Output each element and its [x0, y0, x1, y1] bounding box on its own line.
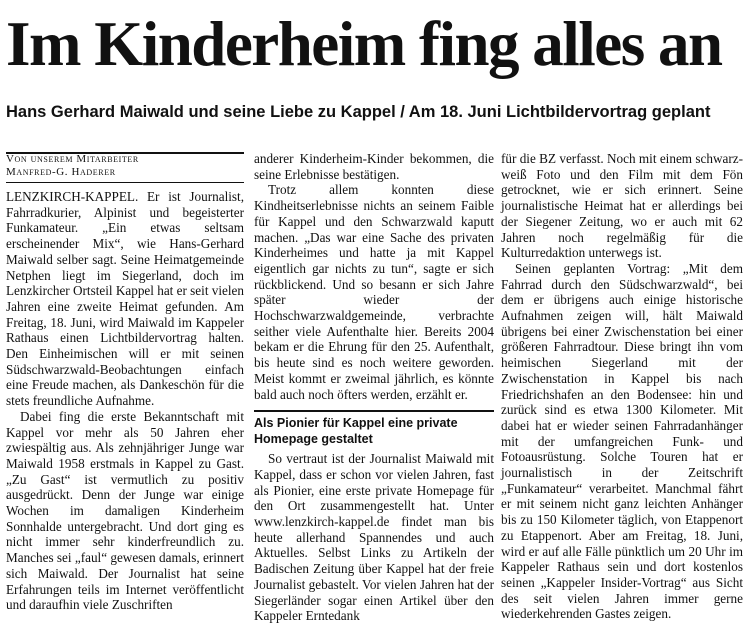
column-2: [254, 151, 494, 624]
section-subheading: Als Pionier für Kappel eine private Homepage gestaltet: [254, 410, 494, 447]
paragraph: Seinen geplanten Vortrag: „Mit dem Fahrrad durch den Südschwarzwald“, bei dem er übrigens auch einige historische Aufnahmen zeigen will, hält Maiwald übrigens bei einer Zwischenstation bei einer größeren Fahrradtour. Diese bringt ihn vom heimischen Siegerland mit der Zwischenstation in Kappel bis nach Friedrichshafen an den Bodensee: hin und zurück sind es etwa 1300 Kilometer. Mit dabei hat er wieder seinen Fahrradanhänger mit der umfangreichen Funk- und Fotoausrüstung. Solche Touren hat er journalistisch in der Zeitschrift „Funkamateur“ verarbeitet. Manchmal fährt er mit seinem nicht ganz leichten Anhänger bis zu 150 Kilometer täglich, von Etappenort zu Etappenort. Aber am Freitag, 18. Juni, wird er auf alle Fälle pünktlich um 20 Uhr im Kappeler Rathaus sein und dort kostenlos seinen „Kappeler Insider-Vortrag“ aus Sicht des seit vielen Jahren immer gerne wiederkehrenden Gastes zeigen.: [501, 260, 743, 622]
paragraph: für die BZ verfasst. Noch mit einem schwarz-weiß Foto und den Film mit dem Fön getrocknet, wie er sich erinnert. Seine journalistische Heimat hat er allerdings bei der Siegener Zeitung, wo er auch mit 62 Jahren noch regelmäßig für die Kulturredaktion unterwegs ist.: [501, 151, 743, 261]
paragraph: anderer Kinderheim-Kinder bekommen, die seine Erlebnisse bestätigen.: [254, 151, 494, 182]
paragraph: LENZKIRCH-KAPPEL. Er ist Journalist, Fahrradkurier, Alpinist und begeisterter Funkamateur. „Ein etwas seltsam erscheinender Mix“, wie Hans-Gerhard Maiwald selber sagt. Seine Heimatgemeinde Netphen liegt im Siegerland, doch im Lenzkircher Ortsteil Kappel hat er seit vielen Jahren eine zweite Heimat gefunden. Am Freitag, 18. Juni, wird Maiwald im Kappeler Rathaus einen Lichtbildervortrag halten. Den Einheimischen will er mit seinen Südschwarzwald-Beobachtungen einfach eine Freude machen, als Dankeschön für die stets freundliche Aufnahme.: [6, 189, 245, 409]
headline: Im Kinderheim fing alles an: [6, 9, 722, 79]
byline: [6, 153, 244, 183]
subheadline: Hans Gerhard Maiwald und seine Liebe zu Kappel / Am 18. Juni Lichtbildervortrag geplant: [6, 103, 711, 121]
column-3: [501, 151, 743, 622]
paragraph: Dabei fing die erste Bekanntschaft mit Kappel vor mehr als 50 Jahren eher zwiespältig aus. Als zehnjähriger Junge war Maiwald 1958 erstmals in Kappel zu Gast. „Zu Gast“ ist vermutlich zu positiv ausgedrückt. Denn der Junge war einige Wochen im damaligen Kinderheim Sonnhalde untergebracht. Und dort ging es nicht immer sehr kinderfreundlich zu. Manches sei „faul“ gewesen damals, erinnert sich Maiwald. Der Journalist hat seine Erfahrungen teils im Internet veröffentlicht und daraufhin viele Zuschriften: [6, 408, 245, 613]
column-1: [6, 153, 244, 613]
paragraph: Trotz allem konnten diese Kindheitserlebnisse nichts an seinem Faible für Kappel und den Schwarzwald kaputt machen. „Das war eine Sache des privaten Kinderheimes und hatte ja mit Kappel eigentlich gar nichts zu tun“, sagte er sich rückblickend. Und so besann er sich Jahre später wieder der Hochschwarzwaldgemeinde, verbrachte seither viele Aufenthalte hier. Bereits 2004 bekam er die Ehrung für den 25. Aufenthalt, bis heute sind es noch weitere geworden. Meist kommt er zweimal jährlich, es könnte bald auch noch öfters werden, erzählt er.: [254, 182, 494, 402]
paragraph: So vertraut ist der Journalist Maiwald mit Kappel, dass er schon vor vielen Jahren, fast als Pionier, eine erste private Homepage für den Ort zusammengestellt hat. Unter www.lenzkirch-kappel.de findet man bis heute allerhand Spannendes und auch Aktuelles. Selbst Links zu Artikeln der Badischen Zeitung über Kappel hat der freie Journalist gebastelt. Vor vielen Jahren hat der Siegerländer sogar einen Artikel über den Kappeler Erntedank: [254, 451, 494, 624]
byline-line-2: Manfred-G. Haderer: [6, 166, 116, 178]
byline-line-1: Von unserem Mitarbeiter: [6, 153, 139, 165]
